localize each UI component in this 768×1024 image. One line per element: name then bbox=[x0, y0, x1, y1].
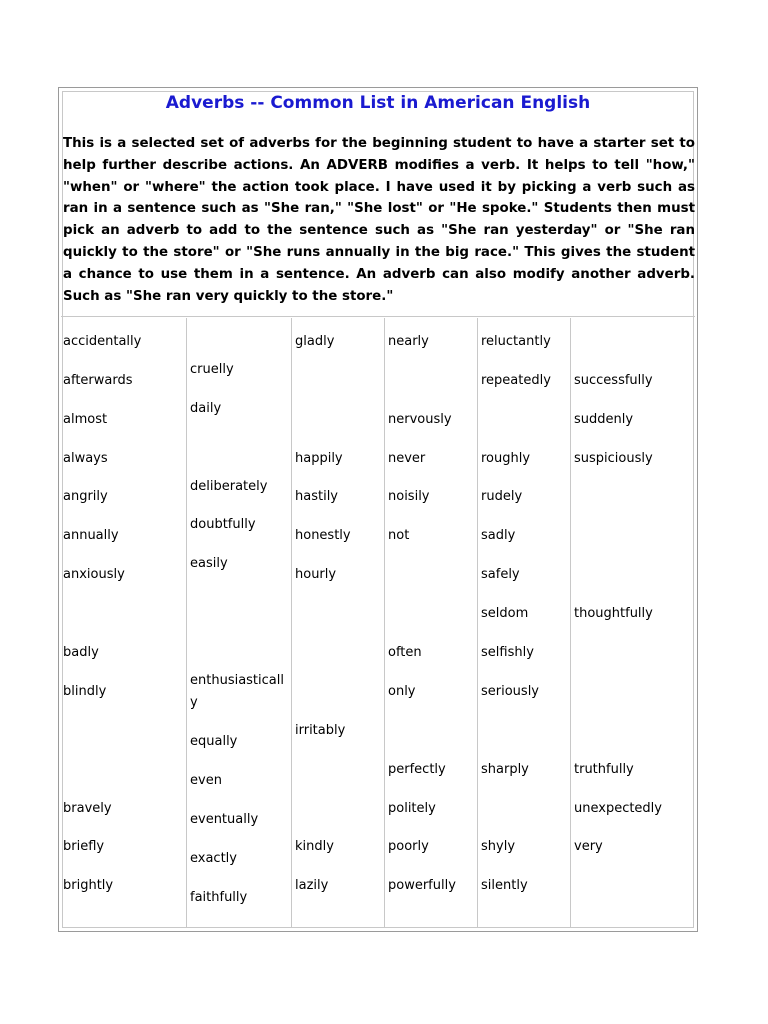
adverb-word: perfectly bbox=[388, 762, 446, 777]
adverb-word: seriously bbox=[481, 684, 539, 699]
adverb-word: nervously bbox=[388, 412, 452, 427]
adverb-word: only bbox=[388, 684, 416, 699]
adverb-word: almost bbox=[63, 412, 108, 427]
adverb-word: happily bbox=[295, 451, 343, 466]
adverb-word: rudely bbox=[481, 489, 523, 504]
adverb-word: noisily bbox=[388, 489, 430, 504]
adverb-word: easily bbox=[190, 556, 228, 571]
adverb-word: y bbox=[190, 695, 198, 710]
adverb-column-4 bbox=[385, 318, 478, 928]
adverb-word: silently bbox=[481, 878, 528, 893]
adverb-word: exactly bbox=[190, 851, 237, 866]
adverb-word: doubtfully bbox=[190, 517, 256, 532]
adverb-column-1 bbox=[61, 318, 187, 928]
adverb-word: equally bbox=[190, 734, 238, 749]
adverb-word: cruelly bbox=[190, 362, 234, 377]
adverb-word: enthusiasticall bbox=[190, 673, 284, 688]
page-title: Adverbs -- Common List in American English bbox=[165, 93, 591, 113]
adverb-word: repeatedly bbox=[481, 373, 551, 388]
adverb-word: sadly bbox=[481, 528, 516, 543]
adverb-word: powerfully bbox=[388, 878, 456, 893]
adverb-word: deliberately bbox=[190, 479, 268, 494]
adverb-word: shyly bbox=[481, 839, 516, 854]
adverb-word: safely bbox=[481, 567, 520, 582]
adverb-word: often bbox=[388, 645, 422, 660]
adverb-word: eventually bbox=[190, 812, 259, 827]
adverb-word: gladly bbox=[295, 334, 335, 349]
adverb-word: afterwards bbox=[63, 373, 133, 388]
adverb-word: always bbox=[63, 451, 108, 466]
adverb-word: selfishly bbox=[481, 645, 534, 660]
adverb-word: roughly bbox=[481, 451, 531, 466]
adverb-word: truthfully bbox=[574, 762, 634, 777]
adverb-word: lazily bbox=[295, 878, 329, 893]
adverb-word: reluctantly bbox=[481, 334, 551, 349]
adverb-word: anxiously bbox=[63, 567, 125, 582]
adverb-word: nearly bbox=[388, 334, 429, 349]
adverb-word: irritably bbox=[295, 723, 346, 738]
adverb-word: never bbox=[388, 451, 426, 466]
adverb-word: honestly bbox=[295, 528, 351, 543]
adverb-word: suspiciously bbox=[574, 451, 653, 466]
adverb-column-2 bbox=[187, 318, 292, 928]
adverb-column-5 bbox=[478, 318, 571, 928]
adverb-word: politely bbox=[388, 801, 436, 816]
adverb-word: badly bbox=[63, 645, 99, 660]
adverb-word: accidentally bbox=[63, 334, 142, 349]
adverb-word: suddenly bbox=[574, 412, 634, 427]
intro-paragraph: This is a selected set of adverbs for the beginning student to have a starter set to help further describe actions. An ADVERB modifies a verb. It helps to tell "how," "when" or "where" the action took place. I have used it by picking a verb such as ran in a sentence such as "She ran," "She lost" or "He spoke." Students then must pick an adverb to add to the sentence such as "She ran yesterday" or "She ran quickly to the store" or "She runs annually in the big race." This gives the student a chance to use them in a sentence. An adverb can also modify another adverb. Such as "She ran very quickly to the store." bbox=[63, 136, 695, 304]
adverb-word: kindly bbox=[295, 839, 334, 854]
adverb-word: blindly bbox=[63, 684, 107, 699]
adverb-word: annually bbox=[63, 528, 119, 543]
adverb-word: faithfully bbox=[190, 890, 248, 905]
adverb-column-3 bbox=[292, 318, 385, 928]
adverb-word: seldom bbox=[481, 606, 529, 621]
adverb-word: successfully bbox=[574, 373, 653, 388]
adverb-word: bravely bbox=[63, 801, 112, 816]
adverb-word: angrily bbox=[63, 489, 108, 504]
adverb-word: thoughtfully bbox=[574, 606, 653, 621]
adverb-word: briefly bbox=[63, 839, 105, 854]
adverb-column-6 bbox=[571, 318, 695, 928]
adverb-word: daily bbox=[190, 401, 222, 416]
intro-divider bbox=[61, 316, 695, 317]
adverb-word: brightly bbox=[63, 878, 114, 893]
adverb-word: hastily bbox=[295, 489, 338, 504]
adverb-word: even bbox=[190, 773, 222, 788]
adverb-word: unexpectedly bbox=[574, 801, 662, 816]
adverb-word: hourly bbox=[295, 567, 337, 582]
adverb-word: sharply bbox=[481, 762, 529, 777]
adverb-word: very bbox=[574, 839, 603, 854]
adverb-word: not bbox=[388, 528, 410, 543]
adverb-word: poorly bbox=[388, 839, 429, 854]
